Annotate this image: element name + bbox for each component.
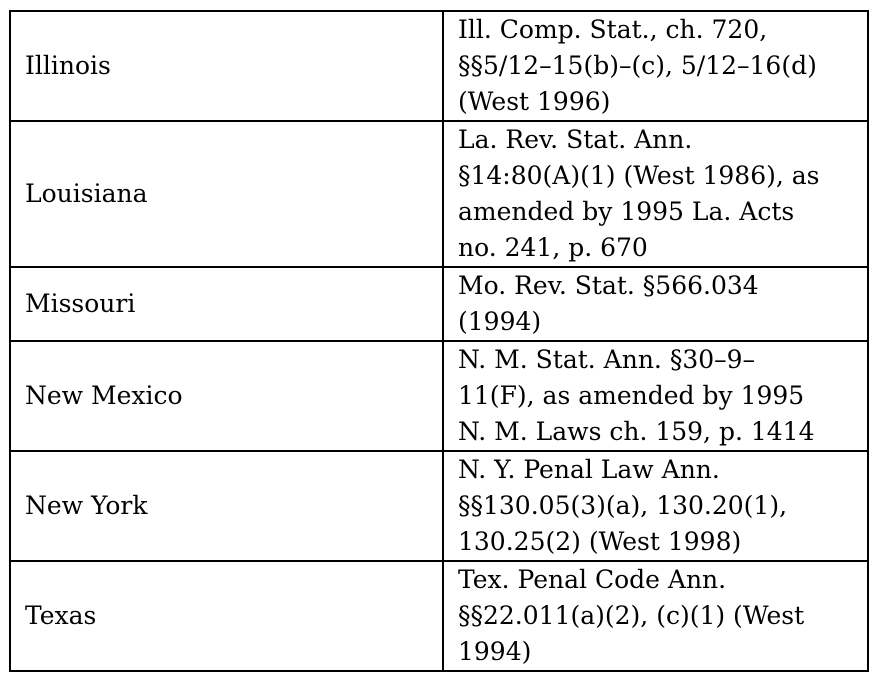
state-cell: Illinois bbox=[10, 11, 443, 121]
citation-cell bbox=[443, 341, 868, 451]
citation-line: amended by 1995 La. Acts bbox=[458, 197, 795, 226]
statute-table bbox=[9, 10, 869, 672]
citation-line: La. Rev. Stat. Ann. bbox=[458, 125, 693, 154]
citation-line: (1994) bbox=[458, 307, 542, 336]
citation-line: §§22.011(a)(2), (c)(1) (West bbox=[458, 601, 805, 630]
citation-line: N. M. Laws ch. 159, p. 1414 bbox=[458, 417, 815, 446]
citation-cell bbox=[443, 561, 868, 671]
citation-line: no. 241, p. 670 bbox=[458, 233, 648, 262]
table-row bbox=[10, 267, 868, 341]
state-cell: Missouri bbox=[10, 267, 443, 341]
table-row bbox=[10, 451, 868, 561]
citation-line: 1994) bbox=[458, 637, 532, 666]
citation-line: §§5/12–15(b)–(c), 5/12–16(d) bbox=[458, 51, 817, 80]
citation-cell bbox=[443, 11, 868, 121]
citation-line: 11(F), as amended by 1995 bbox=[458, 381, 805, 410]
table-row bbox=[10, 341, 868, 451]
citation-line: §14:80(A)(1) (West 1986), as bbox=[458, 161, 820, 190]
state-cell: New York bbox=[10, 451, 443, 561]
table-row bbox=[10, 561, 868, 671]
state-cell: New Mexico bbox=[10, 341, 443, 451]
citation-cell bbox=[443, 451, 868, 561]
citation-line: N. M. Stat. Ann. §30–9– bbox=[458, 345, 756, 374]
table-row bbox=[10, 121, 868, 267]
citation-line: 130.25(2) (West 1998) bbox=[458, 527, 742, 556]
citation-line: Mo. Rev. Stat. §566.034 bbox=[458, 271, 759, 300]
citation-line: Tex. Penal Code Ann. bbox=[458, 565, 727, 594]
state-cell: Texas bbox=[10, 561, 443, 671]
citation-line: N. Y. Penal Law Ann. bbox=[458, 455, 720, 484]
state-cell: Louisiana bbox=[10, 121, 443, 267]
table-row bbox=[10, 11, 868, 121]
citation-cell bbox=[443, 121, 868, 267]
citation-cell bbox=[443, 267, 868, 341]
citation-line: Ill. Comp. Stat., ch. 720, bbox=[458, 15, 768, 44]
citation-line: (West 1996) bbox=[458, 87, 611, 116]
citation-line: §§130.05(3)(a), 130.20(1), bbox=[458, 491, 788, 520]
